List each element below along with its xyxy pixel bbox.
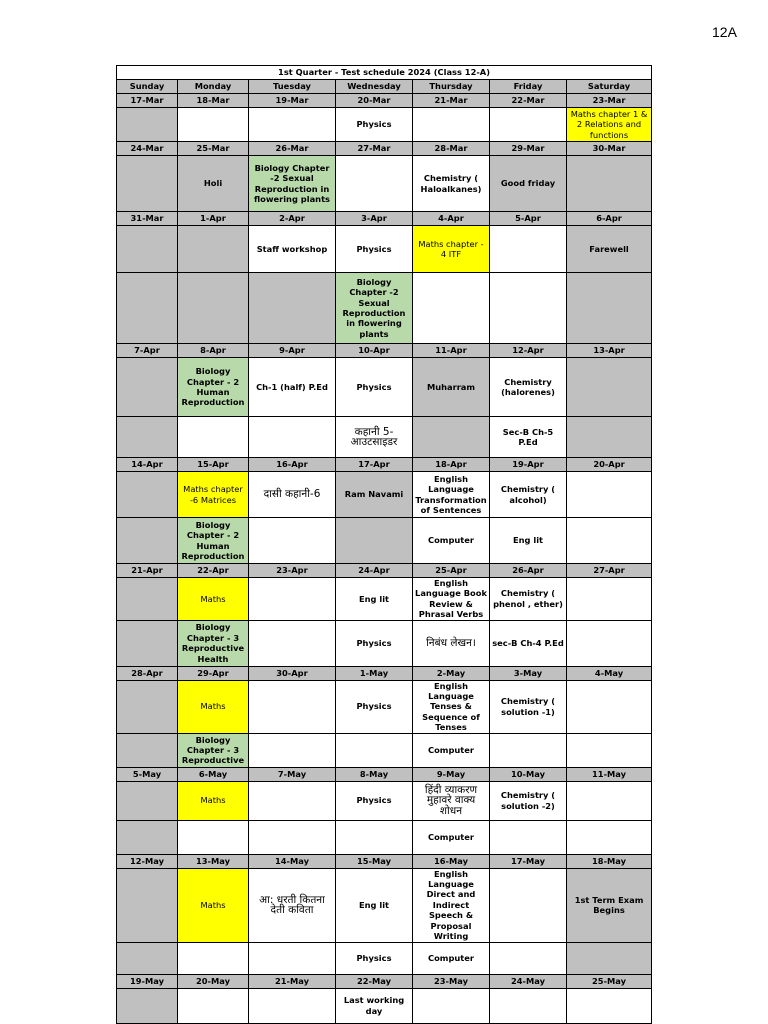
date-cell: 23-May (413, 974, 490, 988)
date-cell: 20-Mar (336, 94, 413, 108)
schedule-row (117, 620, 652, 666)
schedule-cell: Computer (413, 820, 490, 854)
day-header: Wednesday (336, 80, 413, 94)
schedule-cell: Maths chapter -6 Matrices (178, 472, 249, 518)
date-cell: 25-May (567, 974, 652, 988)
schedule-cell: Biology Chapter - 2 Human Reproduction (178, 518, 249, 564)
schedule-cell: Farewell (567, 226, 652, 273)
schedule-cell (413, 108, 490, 142)
schedule-cell: Eng lit (336, 578, 413, 621)
date-cell: 16-Apr (249, 458, 336, 472)
date-cell: 12-May (117, 854, 178, 868)
schedule-cell (413, 988, 490, 1023)
date-cell: 8-May (336, 767, 413, 781)
date-cell: 18-Apr (413, 458, 490, 472)
date-cell: 8-Apr (178, 344, 249, 358)
schedule-cell: Muharram (413, 358, 490, 417)
schedule-cell: Chemistry ( solution -2) (490, 781, 567, 820)
schedule-cell: Ram Navami (336, 472, 413, 518)
day-header: Thursday (413, 80, 490, 94)
schedule-row (117, 472, 652, 518)
page-label: 12A (712, 24, 737, 40)
date-cell: 2-May (413, 666, 490, 680)
schedule-cell: Physics (336, 358, 413, 417)
date-cell: 11-Apr (413, 344, 490, 358)
date-cell: 28-Mar (413, 142, 490, 156)
schedule-cell: Physics (336, 108, 413, 142)
schedule-cell: Chemistry ( Haloalkanes) (413, 156, 490, 212)
schedule-cell (490, 988, 567, 1023)
date-row (117, 458, 652, 472)
date-row (117, 974, 652, 988)
schedule-row (117, 680, 652, 733)
schedule-cell (117, 226, 178, 273)
date-cell: 10-May (490, 767, 567, 781)
date-cell: 29-Mar (490, 142, 567, 156)
date-row (117, 212, 652, 226)
schedule-cell: Computer (413, 733, 490, 767)
date-cell: 13-May (178, 854, 249, 868)
schedule-cell (567, 518, 652, 564)
schedule-row (117, 988, 652, 1023)
date-cell: 27-Mar (336, 142, 413, 156)
date-cell: 21-Apr (117, 564, 178, 578)
date-cell: 28-Apr (117, 666, 178, 680)
date-row (117, 142, 652, 156)
schedule-cell (567, 820, 652, 854)
schedule-cell (178, 942, 249, 974)
schedule-cell (567, 620, 652, 666)
schedule-cell: Physics (336, 942, 413, 974)
date-cell: 4-May (567, 666, 652, 680)
schedule-cell (567, 578, 652, 621)
date-cell: 19-Mar (249, 94, 336, 108)
schedule-cell (490, 733, 567, 767)
schedule-cell (336, 733, 413, 767)
date-cell: 14-Apr (117, 458, 178, 472)
date-cell: 6-May (178, 767, 249, 781)
schedule-cell (249, 518, 336, 564)
day-header-row (117, 80, 652, 94)
schedule-row (117, 868, 652, 942)
schedule-cell (117, 733, 178, 767)
schedule-cell (567, 781, 652, 820)
schedule-cell (490, 868, 567, 942)
schedule-cell: Biology Chapter -2 Sexual Reproduction in flowering plants (336, 273, 413, 344)
schedule-cell (567, 273, 652, 344)
schedule-cell (249, 988, 336, 1023)
date-cell: 18-Mar (178, 94, 249, 108)
schedule-cell (490, 273, 567, 344)
schedule-cell: English Language Transformation of Sentences (413, 472, 490, 518)
date-cell: 31-Mar (117, 212, 178, 226)
schedule-cell: Physics (336, 781, 413, 820)
date-cell: 5-May (117, 767, 178, 781)
schedule-cell: Physics (336, 680, 413, 733)
schedule-cell: English Language Book Review & Phrasal Verbs (413, 578, 490, 621)
schedule-row (117, 273, 652, 344)
date-cell: 4-Apr (413, 212, 490, 226)
schedule-cell (413, 273, 490, 344)
schedule-cell: Sec-B Ch-5 P.Ed (490, 417, 567, 458)
date-cell: 21-Mar (413, 94, 490, 108)
schedule-cell (249, 781, 336, 820)
date-cell: 9-May (413, 767, 490, 781)
date-cell: 19-May (117, 974, 178, 988)
schedule-cell: Last working day (336, 988, 413, 1023)
schedule-cell (249, 942, 336, 974)
schedule-cell (336, 820, 413, 854)
schedule-cell (490, 942, 567, 974)
date-cell: 9-Apr (249, 344, 336, 358)
date-cell: 29-Apr (178, 666, 249, 680)
date-cell: 17-Mar (117, 94, 178, 108)
day-header: Monday (178, 80, 249, 94)
test-schedule-table (116, 65, 652, 1024)
date-cell: 10-Apr (336, 344, 413, 358)
schedule-cell: Chemistry ( solution -1) (490, 680, 567, 733)
date-cell: 19-Apr (490, 458, 567, 472)
date-cell: 22-Mar (490, 94, 567, 108)
schedule-cell: Maths chapter 1 & 2 Relations and functions (567, 108, 652, 142)
schedule-cell: Eng lit (490, 518, 567, 564)
schedule-cell (117, 620, 178, 666)
date-cell: 13-Apr (567, 344, 652, 358)
schedule-cell (249, 578, 336, 621)
schedule-cell (567, 988, 652, 1023)
schedule-cell: Staff workshop (249, 226, 336, 273)
schedule-cell: Maths (178, 781, 249, 820)
schedule-cell (178, 988, 249, 1023)
schedule-cell (178, 226, 249, 273)
schedule-cell: Maths (178, 868, 249, 942)
date-cell: 7-Apr (117, 344, 178, 358)
date-cell: 25-Mar (178, 142, 249, 156)
date-row (117, 564, 652, 578)
date-cell: 1-Apr (178, 212, 249, 226)
schedule-cell (117, 273, 178, 344)
date-row (117, 854, 652, 868)
date-cell: 23-Mar (567, 94, 652, 108)
schedule-cell: Eng lit (336, 868, 413, 942)
date-cell: 20-May (178, 974, 249, 988)
date-cell: 24-Apr (336, 564, 413, 578)
date-cell: 15-Apr (178, 458, 249, 472)
schedule-cell: Holi (178, 156, 249, 212)
schedule-cell (567, 156, 652, 212)
day-header: Saturday (567, 80, 652, 94)
schedule-cell: sec-B Ch-4 P.Ed (490, 620, 567, 666)
schedule-cell: Maths (178, 578, 249, 621)
schedule-cell: Biology Chapter - 2 Human Reproduction (178, 358, 249, 417)
schedule-cell (117, 108, 178, 142)
date-row (117, 767, 652, 781)
date-cell: 2-Apr (249, 212, 336, 226)
date-cell: 6-Apr (567, 212, 652, 226)
schedule-cell: English Language Tenses & Sequence of Tenses (413, 680, 490, 733)
schedule-cell: Good friday (490, 156, 567, 212)
schedule-cell (117, 358, 178, 417)
day-header: Sunday (117, 80, 178, 94)
schedule-cell (249, 417, 336, 458)
schedule-cell (413, 417, 490, 458)
date-cell: 3-May (490, 666, 567, 680)
schedule-cell: English Language Direct and Indirect Speech & Proposal Writing (413, 868, 490, 942)
date-cell: 27-Apr (567, 564, 652, 578)
date-cell: 5-Apr (490, 212, 567, 226)
schedule-cell (117, 578, 178, 621)
schedule-cell (117, 680, 178, 733)
schedule-row (117, 417, 652, 458)
schedule-cell: Physics (336, 226, 413, 273)
schedule-cell: Biology Chapter -2 Sexual Reproduction in flowering plants (249, 156, 336, 212)
schedule-cell (117, 942, 178, 974)
date-cell: 20-Apr (567, 458, 652, 472)
schedule-row (117, 226, 652, 273)
schedule-cell (567, 942, 652, 974)
date-cell: 26-Apr (490, 564, 567, 578)
date-cell: 17-May (490, 854, 567, 868)
schedule-cell (490, 226, 567, 273)
schedule-cell: 1st Term Exam Begins (567, 868, 652, 942)
schedule-cell (178, 820, 249, 854)
schedule-row (117, 733, 652, 767)
schedule-cell (178, 273, 249, 344)
schedule-cell: दासी कहानी-6 (249, 472, 336, 518)
date-row (117, 666, 652, 680)
date-cell: 30-Apr (249, 666, 336, 680)
schedule-row (117, 358, 652, 417)
schedule-row (117, 820, 652, 854)
schedule-cell (249, 273, 336, 344)
schedule-cell: Maths (178, 680, 249, 733)
date-row (117, 94, 652, 108)
schedule-cell: Biology Chapter - 3 Reproductive (178, 733, 249, 767)
schedule-cell (178, 108, 249, 142)
schedule-cell: Computer (413, 518, 490, 564)
schedule-cell (249, 108, 336, 142)
schedule-row (117, 156, 652, 212)
schedule-cell (178, 417, 249, 458)
date-cell: 22-May (336, 974, 413, 988)
schedule-cell: Chemistry (halorenes) (490, 358, 567, 417)
date-cell: 16-May (413, 854, 490, 868)
schedule-cell (249, 680, 336, 733)
schedule-cell (117, 988, 178, 1023)
date-cell: 11-May (567, 767, 652, 781)
schedule-cell: Maths chapter - 4 ITF (413, 226, 490, 273)
day-header: Friday (490, 80, 567, 94)
schedule-cell: Ch-1 (half) P.Ed (249, 358, 336, 417)
schedule-row (117, 942, 652, 974)
date-cell: 26-Mar (249, 142, 336, 156)
day-header: Tuesday (249, 80, 336, 94)
schedule-cell: हिंदी व्याकरण मुहावरे वाक्य शोधन (413, 781, 490, 820)
schedule-cell: Biology Chapter - 3 Reproductive Health (178, 620, 249, 666)
date-cell: 14-May (249, 854, 336, 868)
date-cell: 17-Apr (336, 458, 413, 472)
date-cell: 18-May (567, 854, 652, 868)
date-cell: 15-May (336, 854, 413, 868)
schedule-cell (117, 820, 178, 854)
schedule-cell: Chemistry ( phenol , ether) (490, 578, 567, 621)
schedule-cell (336, 156, 413, 212)
date-cell: 30-Mar (567, 142, 652, 156)
schedule-cell (117, 156, 178, 212)
schedule-cell (567, 417, 652, 458)
schedule-cell (490, 108, 567, 142)
schedule-cell: कहानी 5-आउटसाइडर (336, 417, 413, 458)
schedule-cell (490, 820, 567, 854)
schedule-title: 1st Quarter - Test schedule 2024 (Class 12-A) (117, 66, 652, 80)
schedule-cell: Chemistry ( alcohol) (490, 472, 567, 518)
schedule-cell (567, 680, 652, 733)
schedule-cell (117, 868, 178, 942)
schedule-cell: Computer (413, 942, 490, 974)
schedule-cell (249, 820, 336, 854)
date-cell: 7-May (249, 767, 336, 781)
schedule-cell (336, 518, 413, 564)
schedule-cell (567, 733, 652, 767)
schedule-cell (249, 620, 336, 666)
schedule-cell: आ: धरती कितना देती कविता (249, 868, 336, 942)
schedule-cell (117, 518, 178, 564)
schedule-cell (567, 472, 652, 518)
date-cell: 23-Apr (249, 564, 336, 578)
date-cell: 1-May (336, 666, 413, 680)
schedule-row (117, 781, 652, 820)
date-cell: 12-Apr (490, 344, 567, 358)
date-cell: 24-May (490, 974, 567, 988)
date-cell: 3-Apr (336, 212, 413, 226)
schedule-cell (117, 472, 178, 518)
date-cell: 22-Apr (178, 564, 249, 578)
schedule-cell (567, 358, 652, 417)
date-row (117, 344, 652, 358)
schedule-row (117, 578, 652, 621)
schedule-cell: Physics (336, 620, 413, 666)
schedule-cell (117, 417, 178, 458)
schedule-row (117, 518, 652, 564)
date-cell: 21-May (249, 974, 336, 988)
schedule-cell: निबंध लेखन। (413, 620, 490, 666)
schedule-cell (117, 781, 178, 820)
schedule-cell (249, 733, 336, 767)
date-cell: 25-Apr (413, 564, 490, 578)
schedule-row (117, 108, 652, 142)
date-cell: 24-Mar (117, 142, 178, 156)
